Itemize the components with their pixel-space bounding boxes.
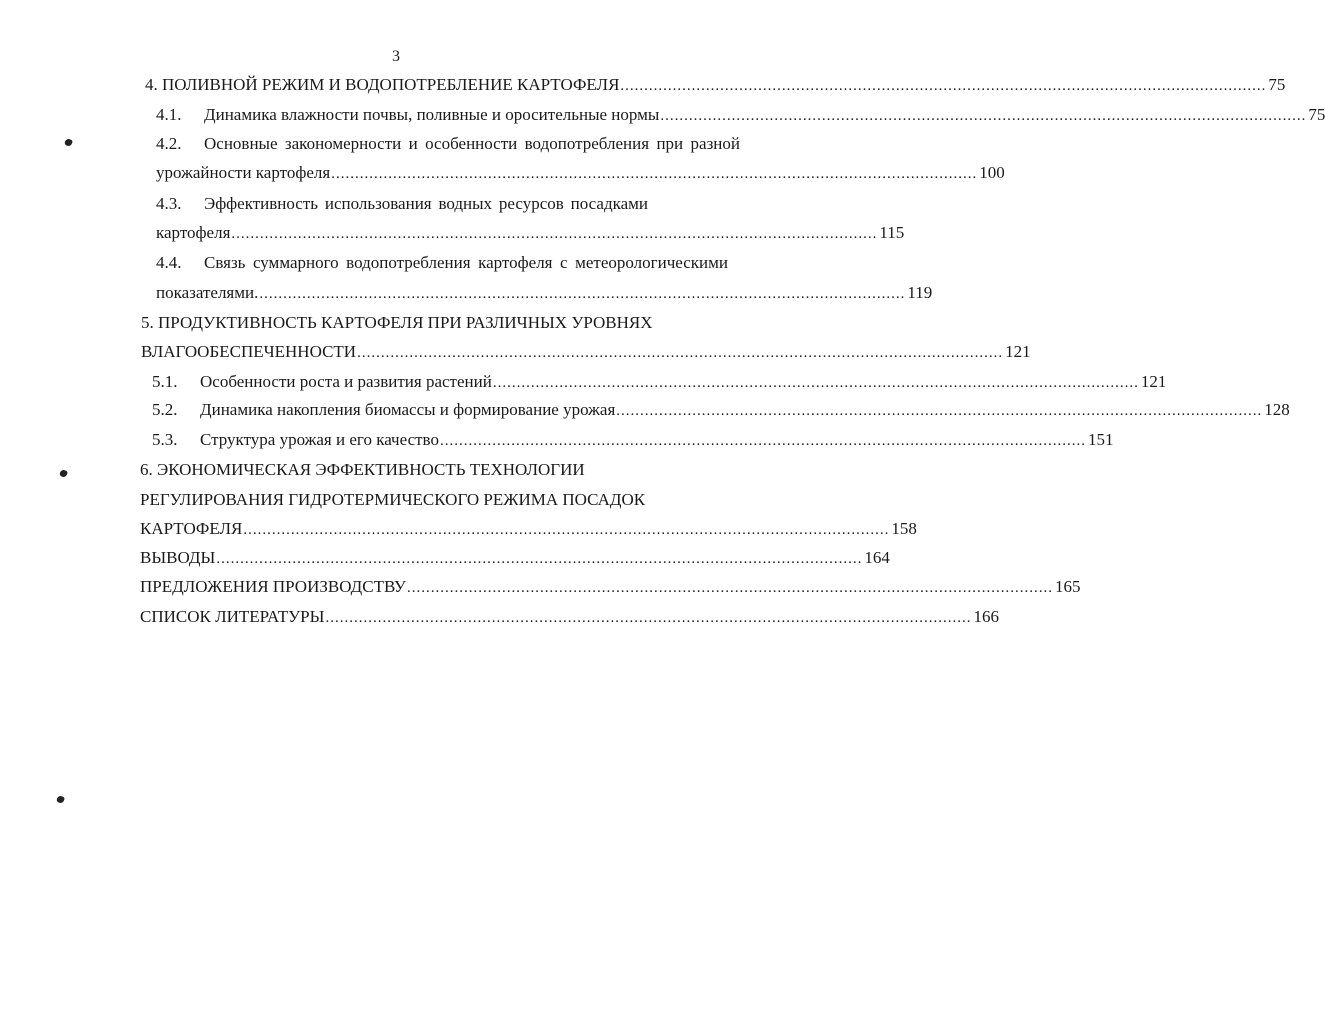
toc-entry-section-4[interactable]	[145, 74, 1286, 96]
toc-page-number: 164	[864, 548, 890, 567]
toc-entry-title: Структура урожая и его качество	[200, 430, 439, 449]
toc-entry-4-4[interactable]	[156, 252, 728, 274]
toc-entry-4-2[interactable]	[156, 133, 740, 155]
toc-entry-5-2[interactable]	[152, 399, 1290, 421]
leader-dots: ........................................................................................................................................	[331, 166, 978, 182]
leader-dots: ........................................................................................................................................	[620, 78, 1267, 94]
toc-page-number: 158	[891, 519, 917, 538]
scan-speck	[59, 469, 68, 478]
toc-entry-title: Связь суммарного водопотребления картофеля с метеорологическими	[204, 253, 728, 272]
toc-entry-number: 5.3.	[152, 430, 178, 449]
toc-entry-section-6-continued[interactable]	[140, 489, 670, 511]
toc-page-number: 75	[1268, 75, 1286, 94]
scan-speck	[64, 138, 73, 147]
toc-entry-5-3[interactable]	[152, 429, 1114, 451]
toc-entry-title: ВЫВОДЫ	[140, 548, 216, 567]
toc-entry-references[interactable]	[140, 606, 999, 628]
toc-entry-title: Динамика влажности почвы, поливные и оросительные нормы	[204, 105, 660, 124]
toc-entry-number: 4.2.	[156, 134, 182, 153]
toc-entry-title: картофеля	[156, 223, 231, 242]
toc-entry-title: ВЛАГООБЕСПЕЧЕННОСТИ	[141, 342, 357, 361]
toc-entry-title: 4. ПОЛИВНОЙ РЕЖИМ И ВОДОПОТРЕБЛЕНИЕ КАРТОФЕЛЯ	[145, 75, 620, 94]
toc-entry-4-4-continued[interactable]	[156, 282, 933, 304]
toc-entry-title: Динамика накопления биомассы и формирование урожая	[200, 400, 616, 419]
toc-entry-number: 5.1.	[152, 372, 178, 391]
toc-page-number: 119	[907, 283, 933, 302]
toc-entry-section-6[interactable]	[140, 459, 600, 481]
toc-entry-conclusions[interactable]	[140, 547, 890, 569]
leader-dots: ........................................................................................................................................	[216, 551, 863, 567]
toc-entry-title: Основные закономерности и особенности водопотребления при разной	[204, 134, 740, 153]
toc-entry-number: 5.2.	[152, 400, 178, 419]
leader-dots: ........................................................................................................................................	[439, 433, 1086, 449]
toc-page-number: 128	[1264, 400, 1290, 419]
toc-page-number: 115	[879, 223, 905, 242]
toc-page-number: 100	[979, 163, 1005, 182]
toc-entry-section-6-continued-2[interactable]	[140, 518, 917, 540]
toc-entry-title: урожайности картофеля	[156, 163, 331, 182]
toc-entry-section-5[interactable]	[141, 312, 671, 334]
toc-entry-number: 4.3.	[156, 194, 182, 213]
toc-entry-4-1[interactable]	[156, 104, 1325, 126]
leader-dots: ........................................................................................................................................	[325, 610, 972, 626]
toc-page-number: 166	[973, 607, 999, 626]
toc-entry-4-3-continued[interactable]	[156, 222, 905, 244]
leader-dots: ........................................................................................................................................	[357, 345, 1004, 361]
toc-entry-title: 6. ЭКОНОМИЧЕСКАЯ ЭФФЕКТИВНОСТЬ ТЕХНОЛОГИИ	[140, 460, 585, 479]
toc-entry-title: 5. ПРОДУКТИВНОСТЬ КАРТОФЕЛЯ ПРИ РАЗЛИЧНЫХ УРОВНЯХ	[141, 313, 653, 332]
toc-page-number: 75	[1308, 105, 1325, 124]
leader-dots: ........................................................................................................................................	[243, 522, 890, 538]
toc-entry-proposals[interactable]	[140, 576, 1081, 598]
toc-page-number: 165	[1054, 577, 1081, 596]
scan-speck	[56, 795, 65, 804]
toc-entry-4-2-continued[interactable]	[156, 162, 1005, 184]
toc-entry-title: РЕГУЛИРОВАНИЯ ГИДРОТЕРМИЧЕСКОГО РЕЖИМА ПОСАДОК	[140, 490, 646, 509]
toc-page-number: 151	[1087, 430, 1114, 449]
toc-entry-4-3[interactable]	[156, 193, 648, 215]
toc-entry-title: СПИСОК ЛИТЕРАТУРЫ	[140, 607, 325, 626]
toc-entry-number: 4.4.	[156, 253, 182, 272]
toc-entry-title: Особенности роста и развития растений	[200, 372, 492, 391]
toc-page-number: 121	[1005, 342, 1031, 361]
page-number: 3	[392, 48, 400, 65]
toc-entry-title: ПРЕДЛОЖЕНИЯ ПРОИЗВОДСТВУ	[140, 577, 406, 596]
toc-entry-title: КАРТОФЕЛЯ	[140, 519, 243, 538]
leader-dots: ........................................................................................................................................	[616, 403, 1263, 419]
toc-entry-section-5-continued[interactable]	[141, 341, 1031, 363]
leader-dots: ........................................................................................................................................	[406, 580, 1053, 596]
leader-dots: ........................................................................................................................................	[231, 226, 878, 242]
toc-entry-number: 4.1.	[156, 105, 182, 124]
leader-dots: ........................................................................................................................................	[660, 108, 1307, 124]
toc-entry-title: Эффективность использования водных ресурсов посадками	[204, 194, 648, 213]
toc-entry-5-1[interactable]	[152, 371, 1167, 393]
toc-entry-title: показателями.	[156, 283, 259, 302]
leader-dots: ........................................................................................................................................	[492, 375, 1139, 391]
toc-page-number: 121	[1140, 372, 1167, 391]
leader-dots: ........................................................................................................................................	[259, 286, 906, 302]
